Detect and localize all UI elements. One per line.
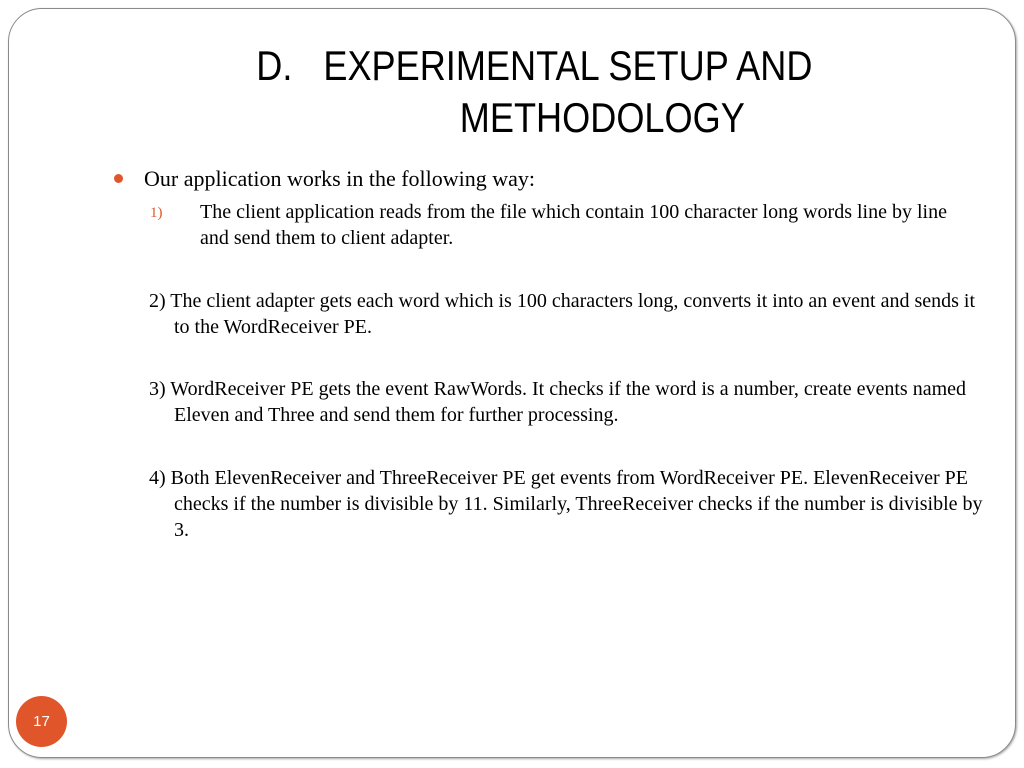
title-section-letter: D.: [256, 42, 293, 89]
title-line-2: METHODOLOGY: [459, 94, 745, 141]
list-item-4: 4) Both ElevenReceiver and ThreeReceiver PE get events from WordReceiver PE. ElevenReceiver PE checks if the number is divisible by 11. Similarly, ThreeReceiver checks if the number is divisible by 3.: [149, 467, 983, 541]
list-item-3: 3) WordReceiver PE gets the event RawWords. It checks if the word is a number, create events named Eleven and Three and send them for further processing.: [149, 378, 967, 426]
bullet-dot-icon: [114, 174, 123, 183]
page-number-badge: 17: [16, 696, 67, 747]
title-line-1-text: EXPERIMENTAL SETUP AND: [323, 42, 813, 89]
title-line-1: [203, 40, 865, 92]
item-1-marker: 1): [150, 205, 163, 221]
list-item-2: 2) The client adapter gets each word which is 100 characters long, converts it into an event and sends it to the WordReceiver PE.: [149, 290, 976, 338]
bullet-intro: Our application works in the following way:: [144, 166, 536, 191]
list-item-1: The client application reads from the file which contain 100 character long words line by line and send them to client adapter.: [200, 201, 947, 249]
slide-title: [224, 40, 886, 144]
